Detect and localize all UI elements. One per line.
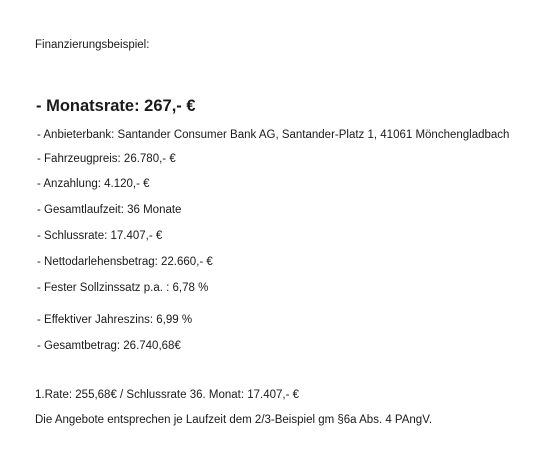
item-lender-bank: - Anbieterbank: Santander Consumer Bank AG, Santander-Platz 1, 41061 Mönchengladbach (37, 129, 510, 141)
item-net-loan-amount: - Nettodarlehensbetrag: 22.660,- € (37, 256, 213, 268)
item-total-amount: - Gesamtbetrag: 26.740,68€ (37, 340, 181, 352)
item-total-term: - Gesamtlaufzeit: 36 Monate (37, 204, 182, 216)
item-vehicle-price: - Fahrzeugpreis: 26.780,- € (37, 153, 176, 165)
document-heading: Finanzierungsbeispiel: (35, 39, 150, 51)
item-fixed-borrowing-rate: - Fester Sollzinssatz p.a. : 6,78 % (37, 282, 209, 294)
item-final-installment: - Schlussrate: 17.407,- € (37, 230, 163, 242)
item-down-payment: - Anzahlung: 4.120,- € (37, 178, 150, 190)
monthly-rate: - Monatsrate: 267,- € (36, 97, 196, 115)
footer-legal-note: Die Angebote entsprechen je Laufzeit dem 2/3-Beispiel gm §6a Abs. 4 PAngV. (35, 414, 433, 426)
item-effective-annual-rate: - Effektiver Jahreszins: 6,99 % (37, 314, 193, 326)
footer-rate-line: 1.Rate: 255,68€ / Schlussrate 36. Monat: 17.407,- € (35, 389, 300, 401)
